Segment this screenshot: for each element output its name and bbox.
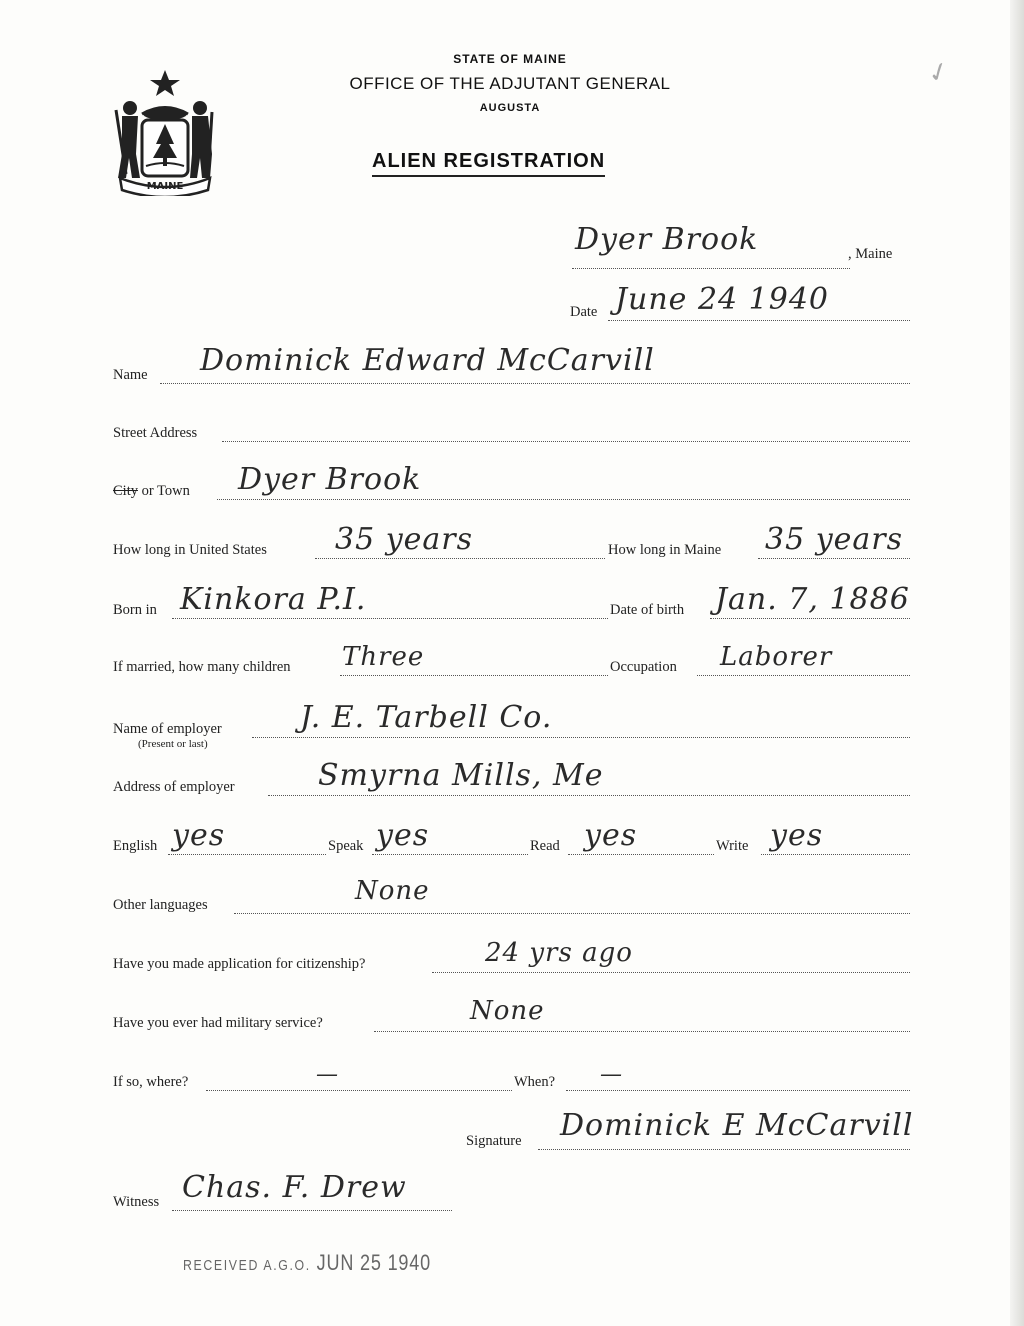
when-line [566,1090,910,1091]
other-languages-label: Other languages [113,897,208,913]
seal-text: MAINE [146,181,184,192]
received-stamp [183,1250,431,1276]
dob-label: Date of birth [610,602,685,618]
place-value: Dyer Brook [575,222,759,257]
military-value: None [470,996,545,1026]
signature-value: Dominick E McCarvill [560,1108,914,1143]
other-languages-line [234,913,910,914]
born-value: Kinkora P.I. [180,582,367,617]
signature-line [538,1149,910,1150]
check-mark-icon: ✓ [923,55,955,91]
children-label: If married, how many children [113,659,291,675]
years-us-label: How long in United States [113,542,267,558]
years-us-line [315,558,605,559]
employer-value: J. E. Tarbell Co. [300,700,553,735]
english-value: yes [172,818,226,853]
header-city: AUGUSTA [479,102,541,114]
place-suffix: , Maine [848,246,893,262]
town-label-struck: City [113,483,138,499]
street-label: Street Address [113,425,198,441]
english-line [168,854,326,855]
speak-label: Speak [328,838,364,854]
town-value: Dyer Brook [238,462,422,497]
read-label: Read [530,838,560,854]
employer-address-label: Address of employer [113,779,235,795]
name-value: Dominick Edward McCarvill [200,343,655,378]
born-label: Born in [113,602,157,618]
where-label: If so, where? [113,1074,189,1090]
years-maine-value: 35 years [765,522,904,557]
read-value: yes [584,818,638,853]
dob-value: Jan. 7, 1886 [715,582,910,617]
employer-line [252,737,910,738]
write-line [761,854,910,855]
when-value: — [600,1062,623,1087]
header-office: OFFICE OF THE ADJUTANT GENERAL [349,74,671,93]
header-state: STATE OF MAINE [453,52,567,66]
read-line [568,854,714,855]
write-value: yes [770,818,824,853]
occupation-line [697,675,910,676]
citizenship-line [432,972,910,973]
place-line [572,268,850,269]
witness-value: Chas. F. Drew [182,1170,407,1205]
name-line [160,383,910,384]
children-line [340,675,608,676]
citizenship-value: 24 yrs ago [485,938,633,968]
where-line [206,1090,512,1091]
english-label: English [113,838,158,854]
years-maine-line [758,558,910,559]
date-line [608,320,910,321]
speak-line [372,854,528,855]
employer-address-line [268,795,910,796]
when-label: When? [514,1074,556,1090]
town-label [113,483,190,500]
street-line [222,441,910,442]
dob-line [710,618,910,619]
military-label: Have you ever had military service? [113,1015,323,1031]
date-label: Date [570,304,598,320]
name-label: Name [113,367,148,383]
born-line [172,618,608,619]
town-line [217,499,910,500]
occupation-label: Occupation [610,659,677,675]
signature-label: Signature [466,1133,522,1149]
employer-sublabel: (Present or last) [138,738,208,750]
occupation-value: Laborer [720,642,833,672]
write-label: Write [716,838,749,854]
page-edge [1010,0,1024,1326]
employer-address-value: Smyrna Mills, Me [318,758,604,793]
date-value: June 24 1940 [615,282,830,317]
years-us-value: 35 years [335,522,474,557]
town-label-rest: or Town [137,483,190,499]
witness-label: Witness [113,1194,160,1210]
witness-line [172,1210,452,1211]
children-value: Three [342,642,425,672]
employer-label: Name of employer [113,721,222,737]
state-of-maine-seal-icon [112,66,218,196]
other-languages-value: None [355,876,430,906]
stamp-date: JUN 25 1940 [316,1250,431,1275]
form-title: ALIEN REGISTRATION [372,150,605,177]
where-value: — [316,1062,339,1087]
speak-value: yes [376,818,430,853]
citizenship-label: Have you made application for citizenship? [113,956,366,972]
military-line [374,1031,910,1032]
stamp-prefix: RECEIVED A.G.O. [183,1257,311,1274]
years-maine-label: How long in Maine [608,542,722,558]
